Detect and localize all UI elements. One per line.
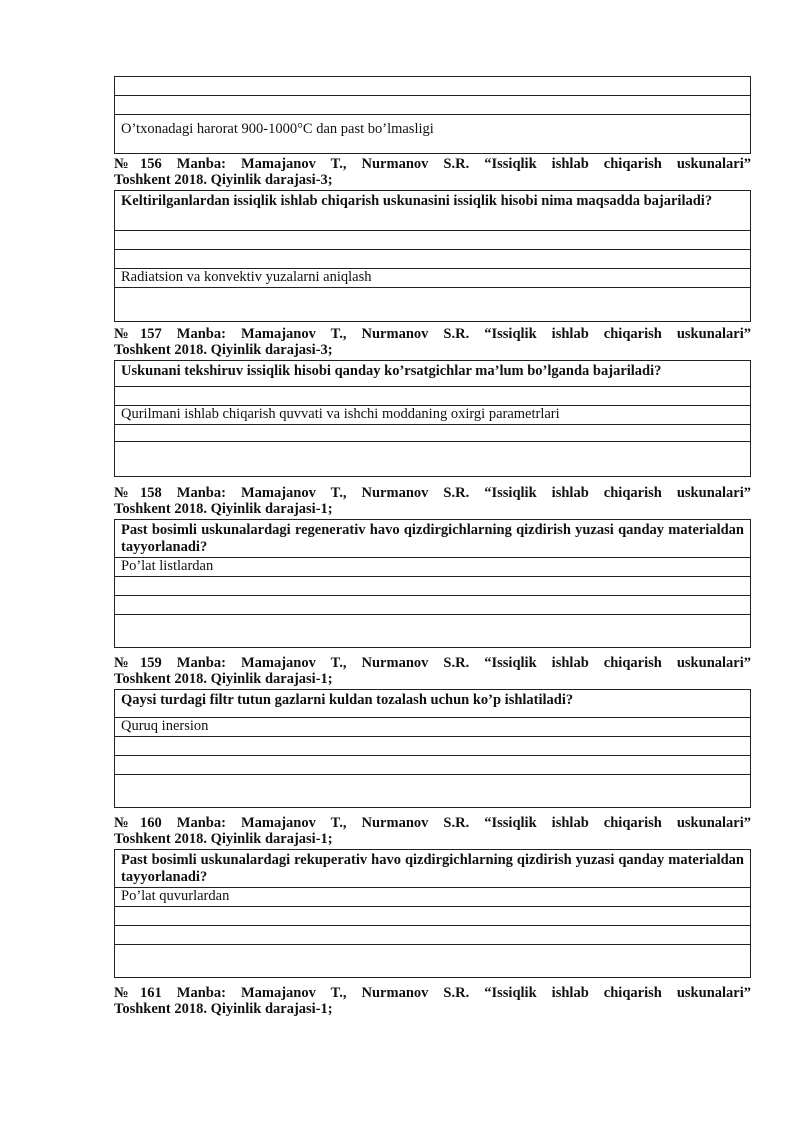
answer-cell (115, 737, 751, 756)
question-table-159 (114, 689, 751, 808)
question-table-160 (114, 849, 751, 978)
answer-cell: Qurilmani ishlab chiqarish quvvati va ishchi moddaning oxirgi parametrlari (115, 406, 751, 425)
question-text: Past bosimli uskunalardagi rekuperativ havo qizdirgichlarning qizdirish yuzasi qanday materialdan tayyorlanadi? (115, 850, 751, 888)
answer-cell (115, 250, 751, 269)
question-text: Qaysi turdagi filtr tutun gazlarni kuldan tozalash uchun ko’p ishlatiladi? (115, 690, 751, 718)
question-text: Keltirilganlardan issiqlik ishlab chiqarish uskunasini issiqlik hisobi nima maqsadda bajariladi? (115, 191, 751, 231)
question-heading-158: №158 Manba: Mamajanov T., Nurmanov S.R. “Issiqlik ishlab chiqarish uskunalari” Toshkent 2018. Qiyinlik darajasi-1; (114, 485, 751, 517)
answer-cell: O’txonadagi harorat 900-1000°C dan past bo’lmasligi (115, 115, 751, 154)
answer-cell (115, 96, 751, 115)
answer-cell (115, 442, 751, 477)
answer-cell (115, 425, 751, 442)
question-heading-157: №157 Manba: Mamajanov T., Nurmanov S.R. “Issiqlik ishlab chiqarish uskunalari” Toshkent 2018. Qiyinlik darajasi-3; (114, 326, 751, 358)
answer-cell (115, 945, 751, 978)
answer-cell (115, 577, 751, 596)
answer-cell (115, 615, 751, 648)
answer-cell (115, 596, 751, 615)
answer-cell (115, 756, 751, 775)
question-heading-159: №159 Manba: Mamajanov T., Nurmanov S.R. “Issiqlik ishlab chiqarish uskunalari” Toshkent 2018. Qiyinlik darajasi-1; (114, 655, 751, 687)
question-table-158 (114, 519, 751, 648)
question-table-155 (114, 76, 751, 154)
question-heading-160: №160 Manba: Mamajanov T., Nurmanov S.R. “Issiqlik ishlab chiqarish uskunalari” Toshkent 2018. Qiyinlik darajasi-1; (114, 815, 751, 847)
answer-cell (115, 231, 751, 250)
answer-cell: Po’lat quvurlardan (115, 888, 751, 907)
answer-cell: Radiatsion va konvektiv yuzalarni aniqlash (115, 269, 751, 288)
answer-cell (115, 387, 751, 406)
question-table-156 (114, 190, 751, 322)
answer-cell (115, 77, 751, 96)
question-heading-156: №156 Manba: Mamajanov T., Nurmanov S.R. “Issiqlik ishlab chiqarish uskunalari” Toshkent 2018. Qiyinlik darajasi-3; (114, 156, 751, 188)
answer-cell (115, 775, 751, 808)
answer-cell (115, 907, 751, 926)
question-table-157 (114, 360, 751, 477)
question-heading-161: №161 Manba: Mamajanov T., Nurmanov S.R. “Issiqlik ishlab chiqarish uskunalari” Toshkent 2018. Qiyinlik darajasi-1; (114, 985, 751, 1017)
answer-cell (115, 926, 751, 945)
answer-cell (115, 288, 751, 322)
question-text: Uskunani tekshiruv issiqlik hisobi qanday ko’rsatgichlar ma’lum bo’lganda bajariladi? (115, 361, 751, 387)
question-text: Past bosimli uskunalardagi regenerativ havo qizdirgichlarning qizdirish yuzasi qanday materialdan tayyorlanadi? (115, 520, 751, 558)
answer-cell: Po’lat listlardan (115, 558, 751, 577)
answer-cell: Quruq inersion (115, 718, 751, 737)
